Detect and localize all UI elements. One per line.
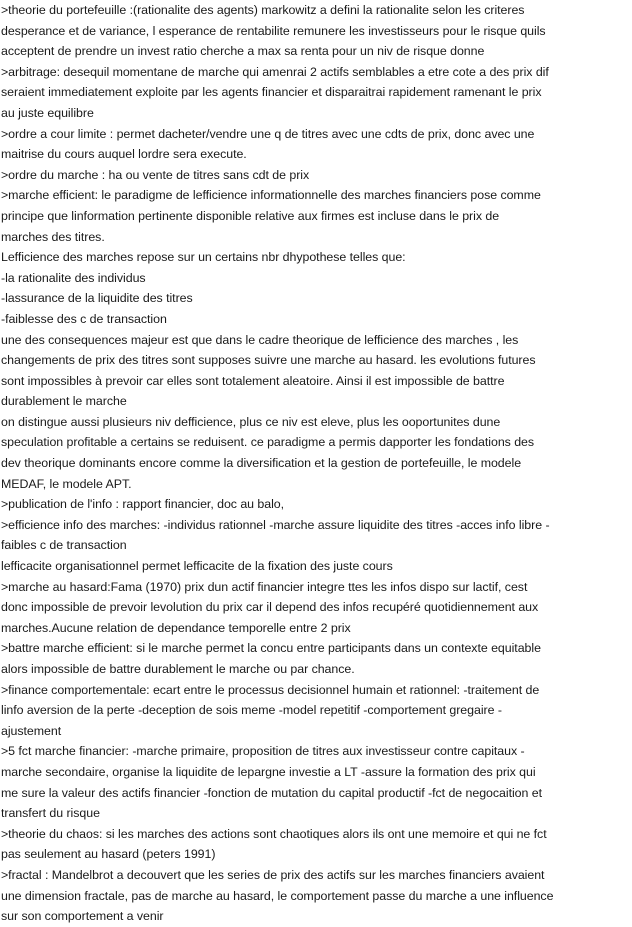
text-line: sur son comportement a venir: [1, 909, 164, 924]
text-line: -faiblesse des c de transaction: [1, 311, 167, 326]
text-line: >theorie du chaos: si les marches des actions sont chaotiques alors ils ont une memoire et qui ne fct: [1, 826, 547, 841]
text-line: lefficacite organisationnel permet lefficacite de la fixation des juste cours: [1, 559, 393, 574]
text-line: -la rationalite des individus: [1, 270, 146, 285]
text-line: maitrise du cours auquel lordre sera execute.: [1, 147, 247, 162]
text-line: sont impossibles à prevoir car elles sont totalement aleatoire. Ainsi il est impossible de battre: [1, 373, 505, 388]
text-line: >5 fct marche financier: -marche primaire, proposition de titres aux investisseur contre capitaux -: [1, 744, 525, 759]
text-line: pas seulement au hasard (peters 1991): [1, 847, 216, 862]
text-line: >ordre a cour limite : permet dacheter/vendre une q de titres avec une cdts de prix, donc avec une: [1, 126, 535, 141]
text-line: >arbitrage: desequil momentane de marche qui amenrai 2 actifs semblables a etre cote a des prix dif: [1, 64, 549, 79]
text-line: >fractal : Mandelbrot a decouvert que les series de prix des actifs sur les marches financiers avaient: [1, 867, 545, 882]
text-line: >ordre du marche : ha ou vente de titres sans cdt de prix: [1, 167, 310, 182]
text-line: speculation profitable a certains se reduisent. ce paradigme a permis dapporter les fondations des: [1, 435, 535, 450]
text-line: ajustement: [1, 723, 62, 738]
text-line: >marche efficient: le paradigme de lefficience informationnelle des marches financiers pose comme: [1, 188, 541, 203]
text-line: me sure la valeur des actifs financier -fonction de mutation du capital productif -fct de negocaition et: [1, 785, 542, 800]
text-line: faibles c de transaction: [1, 538, 127, 553]
text-line: dev theorique dominants encore comme la diversification et la gestion de portefeuille, le modele: [1, 456, 522, 471]
text-line: >finance comportementale: ecart entre le processus decisionnel humain et rationnel: -traitement de: [1, 682, 540, 697]
text-line: alors impossible de battre durablement le marche ou par chance.: [1, 662, 355, 676]
text-line: on distingue aussi plusieurs niv defficience, plus ce niv est eleve, plus les ooportunites dune: [1, 414, 501, 429]
text-line: MEDAF, le modele APT.: [1, 476, 132, 491]
text-line: transfert du risque: [1, 806, 100, 821]
text-line: >efficience info des marches: -individus rationnel -marche assure liquidite des titres -acces info libre -: [1, 517, 550, 532]
text-line: desperance et de variance, l esperance de rentabilite remunere les investisseurs pour le risque quils: [1, 23, 546, 38]
text-line: linfo aversion de la perte -deception de sois meme -model repetitif -comportement gregaire -: [1, 703, 502, 718]
text-line: une dimension fractale, pas de marche au hasard, le comportement passe du marche a une influence: [1, 888, 554, 903]
text-line: >publication de l'info : rapport financier, doc au balo,: [1, 497, 285, 512]
text-line: Lefficience des marches repose sur un certains nbr dhypothese telles que:: [1, 250, 406, 265]
text-line: changements de prix des titres sont supposes suivre une marche au hasard. les evolutions futures: [1, 353, 536, 368]
text-line: -lassurance de la liquidite des titres: [1, 291, 193, 306]
text-line: seraient immediatement exploite par les agents financier et disparaitrai rapidement ramenant le prix: [1, 85, 542, 100]
text-line: principe que linformation pertinente disponible relative aux firmes est incluse dans le prix de: [1, 208, 500, 223]
text-line: >theorie du portefeuille :(rationalite des agents) markowitz a defini la rationalite selon les criteres: [1, 3, 525, 17]
text-line: >battre marche efficient: si le marche permet la concu entre participants dans un contexte equitable: [1, 641, 541, 656]
text-line: durablement le marche: [1, 394, 127, 409]
text-line: >marche au hasard:Fama (1970) prix dun actif financier integre ttes les infos dispo sur lactif, cest: [1, 579, 528, 594]
text-line: marches.Aucune relation de dependance temporelle entre 2 prix: [1, 620, 351, 635]
text-line: marches des titres.: [1, 229, 105, 244]
text-line: donc impossible de prevoir levolution du prix car il depend des infos recupéré quotidiennement aux: [1, 600, 539, 615]
text-line: acceptent de prendre un invest ratio cherche a max sa renta pour un niv de risque donne: [1, 44, 485, 59]
text-line: marche secondaire, organise la liquidite de lepargne investie a LT -assure la formation des prix qui: [1, 764, 536, 779]
text-line: au juste equilibre: [1, 105, 94, 120]
text-line: une des consequences majeur est que dans le cadre theorique de lefficience des marches , les: [1, 332, 519, 347]
